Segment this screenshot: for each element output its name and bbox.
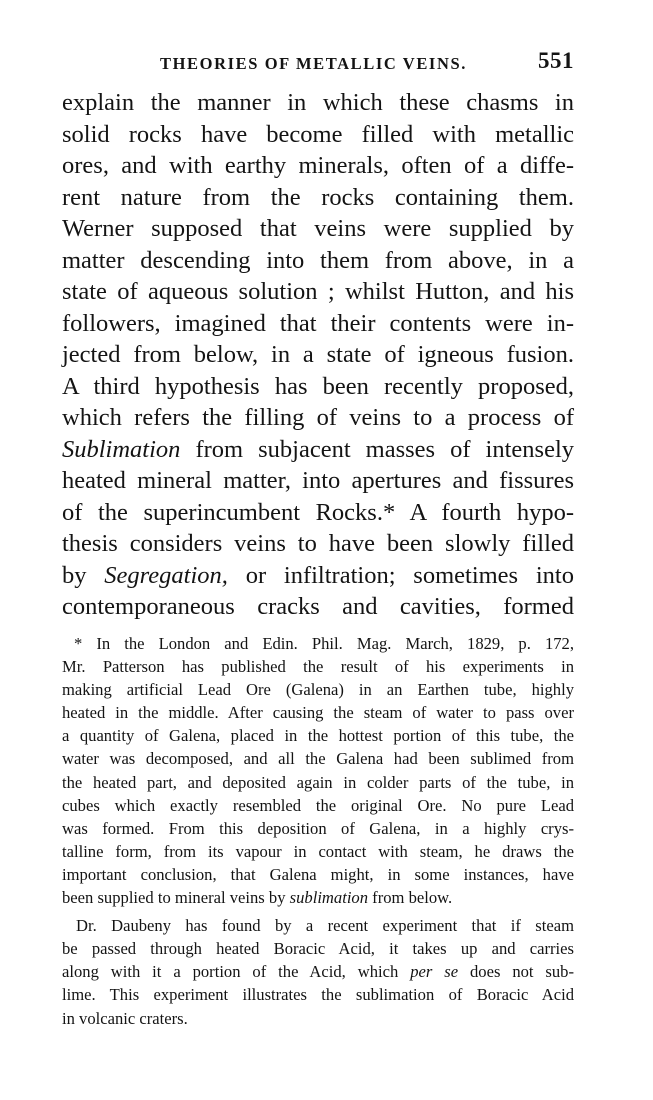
text-run: A third hypothesis has been recently proposed,: [62, 372, 574, 400]
text-line: [62, 308, 574, 340]
text-line: [62, 465, 574, 497]
text-run: important conclusion, that Galena might, in some instances, have: [62, 864, 574, 884]
footnote-line: [62, 747, 574, 770]
text-run: matter descending into them from above, in a: [62, 246, 574, 274]
text-run: state of aqueous solution ; whilst Hutton, and his: [62, 278, 574, 305]
footnote-line: [62, 983, 574, 1006]
footnote-line: [62, 632, 574, 655]
text-run: Mr. Patterson has published the result of his experiments in: [62, 657, 574, 677]
footnote-line: [62, 840, 574, 863]
text-line: [62, 560, 574, 592]
text-run: talline form, from its vapour in contact with steam, he draws the: [62, 841, 574, 861]
footnote-line: [62, 937, 574, 960]
footnote-line: [62, 724, 574, 747]
footnote-line: [62, 914, 574, 937]
text-run: been supplied to mineral veins by: [62, 888, 290, 908]
footnote-line: [62, 886, 574, 909]
text-run: of the superincumbent Rocks.* A fourth hypo-: [62, 498, 574, 526]
text-run: water was decomposed, and all the Galena had been sublimed from: [62, 749, 574, 769]
text-run: followers, imagined that their contents were in-: [62, 309, 574, 337]
italic-text: Segregation,: [104, 561, 228, 589]
running-title: THEORIES OF METALLIC VEINS.: [160, 54, 467, 73]
italic-text: per se: [410, 962, 459, 982]
text-run: from subjacent masses of intensely: [180, 435, 574, 463]
text-run: heated in the middle. After causing the steam of water to pass over: [62, 703, 574, 723]
text-line: [62, 182, 574, 214]
text-line: [62, 119, 574, 151]
text-run: contemporaneous cracks and cavities, formed: [62, 593, 574, 620]
italic-text: Sublimation: [62, 435, 181, 463]
footnote-line: [62, 817, 574, 840]
text-line: [62, 339, 574, 371]
footnote-line: [62, 655, 574, 678]
text-run: * In the London and Edin. Phil. Mag. March, 1829, p. 172,: [74, 634, 574, 653]
text-run: or infiltration; sometimes into: [227, 561, 574, 589]
text-line: [62, 402, 574, 434]
main-text: [62, 87, 574, 623]
text-line: [62, 591, 574, 623]
text-run: from below.: [368, 888, 453, 908]
text-run: ores, and with earthy minerals, often of a diffe-: [62, 152, 574, 179]
text-run: heated mineral matter, into apertures and fissures: [62, 467, 574, 494]
text-line: [62, 150, 574, 182]
text-line: [62, 528, 574, 560]
text-run: by: [62, 561, 105, 589]
text-run: which refers the filling of veins to a process of: [62, 404, 574, 431]
text-run: be passed through heated Boracic Acid, it takes up and carries: [62, 939, 574, 959]
text-run: was formed. From this deposition of Galena, in a highly crys-: [62, 818, 574, 838]
footnote-line: [62, 960, 574, 983]
text-line: [62, 245, 574, 277]
footnote-line: [62, 678, 574, 701]
text-run: along with it a portion of the Acid, which: [62, 962, 411, 982]
text-run: a quantity of Galena, placed in the hottest portion of this tube, the: [62, 726, 574, 746]
text-line: [62, 213, 574, 245]
footnote-line: [62, 701, 574, 724]
text-run: rent nature from the rocks containing them.: [62, 183, 574, 211]
text-run: the heated part, and deposited again in colder parts of the tube, in: [62, 772, 574, 792]
page-number: 551: [538, 48, 574, 73]
text-run: explain the manner in which these chasms in: [62, 89, 574, 116]
text-run: making artificial Lead Ore (Galena) in an Earthen tube, highly: [62, 680, 574, 700]
text-run: solid rocks have become filled with metallic: [62, 120, 574, 148]
text-run: does not sub-: [458, 962, 575, 982]
text-run: in volcanic craters.: [62, 1008, 188, 1028]
text-run: Dr. Daubeny has found by a recent experiment that if steam: [76, 916, 574, 936]
footnote-line: [62, 794, 574, 817]
text-run: cubes which exactly resembled the original Ore. No pure Lead: [62, 795, 574, 815]
italic-text: sublimation: [289, 888, 369, 908]
footnote-line: [62, 771, 574, 794]
text-line: [62, 87, 574, 119]
text-line: [62, 276, 574, 308]
footnote-block: [62, 632, 574, 1030]
text-run: jected from below, in a state of igneous fusion.: [62, 341, 574, 368]
footnote-line: [62, 863, 574, 886]
text-run: Werner supposed that veins were supplied by: [62, 215, 574, 242]
text-run: thesis considers veins to have been slowly filled: [62, 530, 574, 557]
text-line: [62, 434, 574, 466]
running-head: [0, 48, 653, 78]
footnote-line: [62, 1007, 574, 1030]
text-run: lime. This experiment illustrates the sublimation of Boracic Acid: [62, 985, 574, 1005]
text-line: [62, 371, 574, 403]
text-line: [62, 497, 574, 529]
